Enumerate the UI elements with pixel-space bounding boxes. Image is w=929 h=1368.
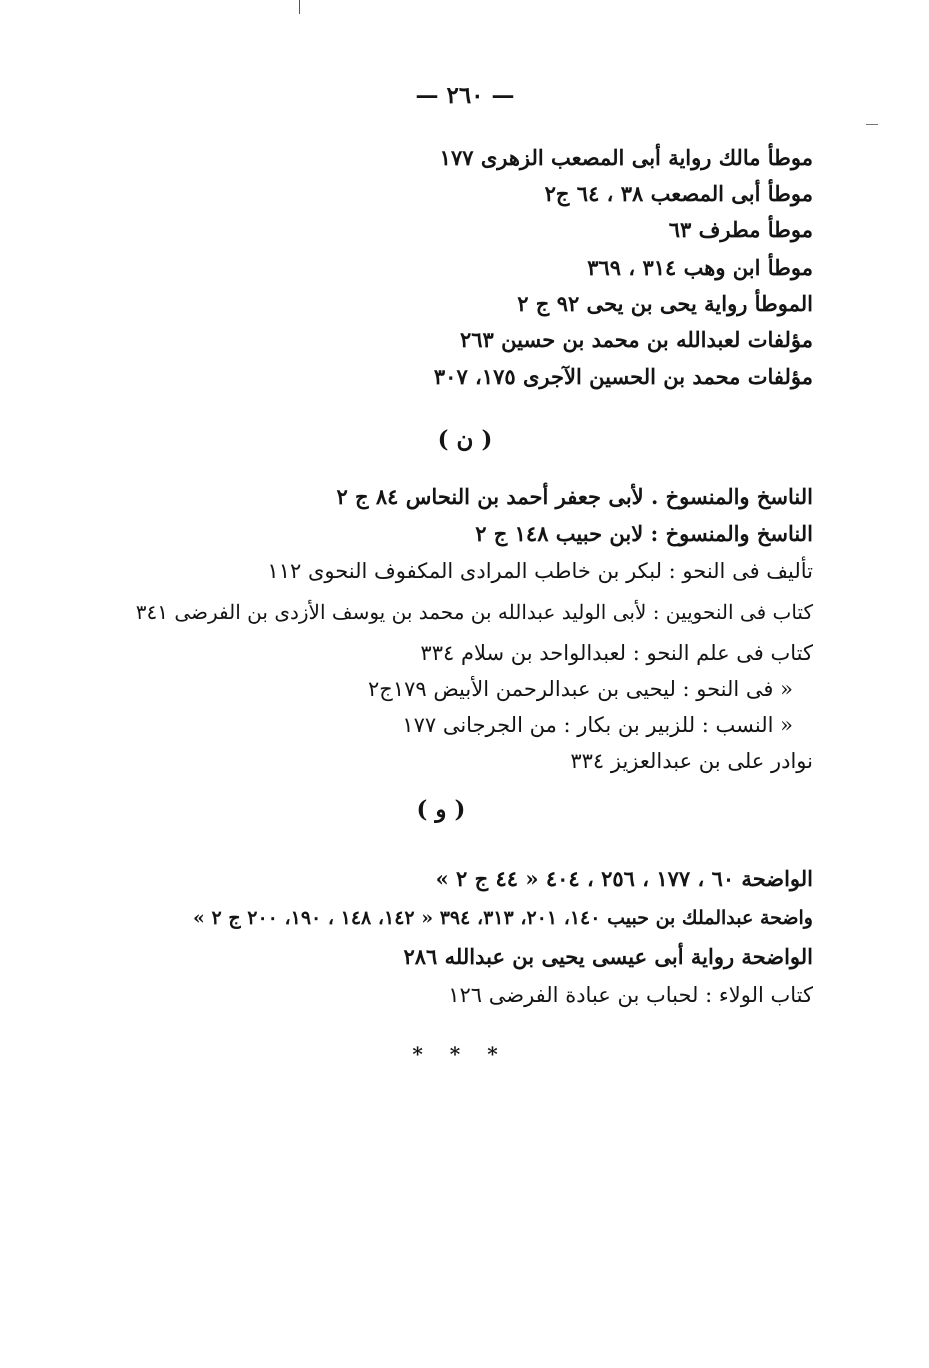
index-entry: مؤلفات لعبدالله بن محمد بن حسين ٢٦٣ [460,327,813,352]
index-entry: نوادر على بن عبدالعزيز ٣٣٤ [570,749,813,773]
index-entry: موطأ ابن وهب ٣١٤ ، ٣٦٩ [587,255,813,280]
index-entry: الناسخ والمنسوخ . لأبى جعفر أحمد بن النحاس ٨٤ ج ٢ [336,484,813,509]
index-entry: « فى النحو : ليحيى بن عبدالرحمن الأبيض ١٧٩ج٢ [367,677,793,701]
scan-edge-mark [299,0,300,14]
index-entry: الموطأ رواية يحى بن يحى ٩٢ ج ٢ [517,291,813,316]
index-entry: الناسخ والمنسوخ : لابن حبيب ١٤٨ ج ٢ [475,521,813,546]
index-entry: الواضحة رواية أبى عيسى يحيى بن عبدالله ٢٨٦ [403,944,813,969]
index-entry: مؤلفات محمد بن الحسين الآجرى ١٧٥، ٣٠٧ [433,364,813,389]
index-entry: موطأ أبى المصعب ٣٨ ، ٦٤ ج٢ [544,181,813,206]
index-entry: موطأ مطرف ٦٣ [668,217,813,242]
page-number: — ٢٦٠ — [415,82,515,109]
index-entry: كتاب الولاء : لحباب بن عبادة الفرضى ١٢٦ [448,983,813,1007]
index-entry: الواضحة ٦٠ ، ١٧٧ ، ٢٥٦ ، ٤٠٤ « ٤٤ ج ٢ » [435,866,813,891]
end-ornament: * * * [412,1042,508,1066]
index-entry: كتاب فى علم النحو : لعبدالواحد بن سلام ٣٣٤ [420,641,813,665]
index-entry: تأليف فى النحو : لبكر بن خاطب المرادى المكفوف النحوى ١١٢ [267,559,813,583]
index-entry: موطأ مالك رواية أبى المصعب الزهرى ١٧٧ [439,145,813,170]
section-heading: ( ن ) [437,426,493,453]
index-entry: « النسب : للزبير بن بكار : من الجرجانى ١٧٧ [402,713,793,737]
scan-margin-mark [866,124,878,125]
index-entry: واضحة عبدالملك بن حبيب ١٤٠، ٢٠١، ٣١٣، ٣٩٤ « ١٤٢، ١٤٨ ، ١٩٠، ٢٠٠ ج ٢ » [193,907,813,929]
section-heading: ( و ) [416,796,466,823]
index-entry: كتاب فى النحويين : لأبى الوليد عبدالله بن محمد بن يوسف الأزدى بن الفرضى ٣٤١ [135,600,813,624]
